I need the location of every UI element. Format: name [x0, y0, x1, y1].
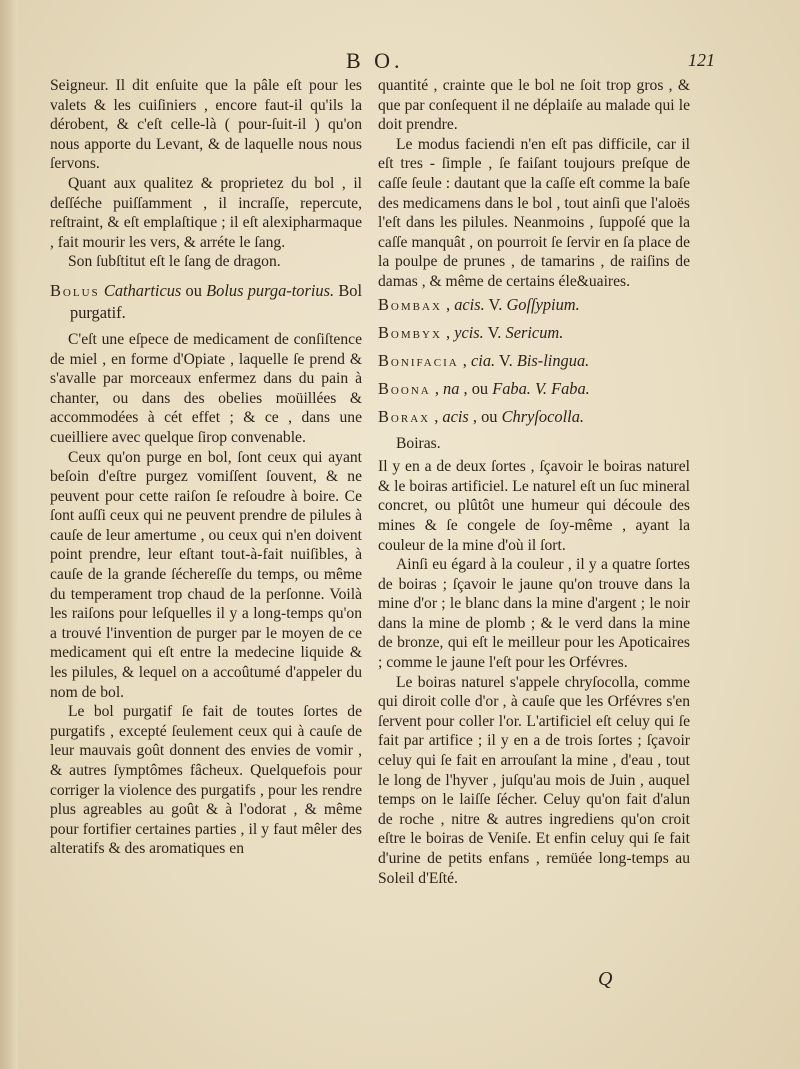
page-number: 121: [688, 50, 715, 70]
dictionary-entry: [378, 294, 690, 316]
dictionary-entry: [378, 350, 690, 372]
paragraph: Son ſubſtitut eſt le ſang de dragon.: [68, 253, 281, 271]
entry-ending: acis: [442, 406, 469, 426]
dictionary-entry: [378, 378, 690, 400]
paragraph: Le boiras naturel s'appele chryſocolla, comme qui diroit colle d'or , à cauſe que les Orfévres s'en ſervent pour coller l'or. L'artificiel eſt celuy qui ſe fait par artifice ; il y en a de trois ſortes ; ſçavoir celuy qui ſe fait en arrouſant la mine , d'eau , tout le long de l'hyver , juſqu'au mois de Juin , auquel temps on le laiſſe ſécher. Celuy qu'on fait d'alun de roche , nitre & autres ingrediens qu'on croit eſtre le boiras de Veniſe. Et enfin celuy qui ſe fait d'urine de petits enfans , remüée long-temps au Soleil d'Eſté.: [378, 673, 690, 887]
entry-headword: Bombax: [378, 294, 442, 314]
entry-headword: Bolus: [50, 280, 100, 300]
entry-ref: , ou: [459, 378, 493, 398]
entry-sep: ,: [441, 294, 455, 314]
dictionary-entry: [378, 322, 690, 344]
page-gutter: [0, 0, 18, 1069]
entry-ref: V.: [495, 350, 517, 370]
entry-latin: Catharticus: [103, 280, 182, 300]
entry-target: Goſſypium.: [506, 294, 580, 314]
entry-gloss: Bol purgatif.: [70, 280, 362, 322]
right-column: [378, 76, 690, 888]
left-column: [50, 76, 362, 859]
paragraph: Ceux qu'on purge en bol, ſont ceux qui ayant beſoin d'eſtre purgez vomiſſent ſouvent, & ne peuvent pour cette raiſon ſe reſoudre à boire. Ce ſont auſſi ceux qui ne peuvent prendre de pilules à cauſe de leur amertume , ou ceux qui n'en doivent point prendre, leur eſtant tout-à-fait nuiſibles, à cauſe de la grande ſéchereſſe du temps, ou même du temperament trop chaud de la perſonne. Voilà les raiſons pour leſquelles il y a long-temps qu'on a trouvé l'invention de purger par le moyen de ce medicament qui eſt entre la medecine liquide & les pilules, & lequel on a accoûtumé d'appeler du nom de bol.: [50, 448, 362, 701]
entry-target: Bis-lingua.: [516, 350, 590, 370]
dictionary-entry-bolus: [50, 280, 362, 324]
entry-target: Sericum.: [505, 322, 564, 342]
entry-ref: , ou: [468, 406, 502, 426]
running-head: B O.: [346, 48, 404, 73]
entry-sep: ,: [430, 378, 444, 398]
paragraph: Le modus faciendi n'en eſt pas difficile, car il eſt tres - ſimple , ſe faiſant toujours preſque de caſſe ſeule : dautant que la caſſe eſt comme la baſe des medicamens dans le bol , tout ainſi que l'aloës l'eſt dans les pilules. Neanmoins , ſuppoſé que la caſſe manquât , on pourroit ſe ſervir en ſa place de la poulpe de prunes , de tamarins , de raiſins de damas , & même de certains éle&uaires.: [378, 135, 690, 290]
entry-ending: ycis.: [454, 322, 484, 342]
entry-headword: Boona: [378, 378, 431, 398]
entry-connector: ou: [181, 280, 207, 300]
paragraph: Ainſi eu égard à la couleur , il y a quatre ſortes de boiras ; ſçavoir le jaune qu'on trouve dans la mine d'or ; le blanc dans la mine d'argent ; le noir dans la mine de plomb ; & le verd dans la mine de bronze, qui eſt le meilleur pour les Apoticaires ; comme le jaune l'eſt pour les Orfévres.: [378, 556, 690, 672]
paragraph: Le bol purgatif ſe fait de toutes ſortes de purgatifs , excepté ſeulement ceux qui à cauſe de leur mauvais goût donnent des envies de vomir , & autres ſymptômes fâcheux. Quelquefois pour corriger la violence des purgatifs , pour les rendre plus agreables au goût & à l'odorat , & même pour fortifier certaines parties , il y faut mêler des alteratifs & des aromatiques en: [50, 703, 362, 858]
entry-ending: cia.: [470, 350, 496, 370]
entry-headword: Borax: [378, 406, 431, 426]
boiras-subheading: Boiras.: [396, 434, 441, 452]
page-header: [0, 48, 800, 74]
entry-sep: ,: [430, 406, 443, 426]
entry-latin-alt: Bolus purga-torius.: [206, 280, 335, 300]
entry-ref: V.: [484, 294, 507, 314]
entry-target: Faba. V. Faba.: [492, 378, 590, 398]
paragraph: quantité , crainte que le bol ne ſoit trop gros , & que par conſequent il ne déplaiſe au malade qui le doit prendre.: [378, 77, 690, 134]
paragraph: C'eſt une eſpece de medicament de conſiſtence de miel , en forme d'Opiate , laquelle ſe prend & s'avalle par morceaux enfermez dans du pain à chanter, ou dans des obelies moüillées & accommodées à cét effet ; & ce , dans une cueilliere avec quelque ſirop convenable.: [50, 330, 362, 446]
entry-target: Chryſocolla.: [501, 406, 584, 426]
catchword: Q: [598, 968, 613, 990]
entry-ending: na: [443, 378, 460, 398]
entry-headword: Bonifacia: [378, 350, 459, 370]
entry-sep: ,: [458, 350, 471, 370]
entry-headword: Bombyx: [378, 322, 442, 342]
paragraph: Seigneur. Il dit enſuite que la pâle eſt pour les valets & les cuiſiniers , encore faut-il qu'ils la dérobent, & c'eſt celle-là ( pour-ſuit-il ) qu'on nous apporte du Levant, & de laquelle nous nous ſervons.: [50, 77, 362, 173]
paragraph: Quant aux qualitez & proprietez du bol , il deſſéche puiſſamment , il incraſſe, repercute, reſtraint, & eſt emplaſtique ; il eſt alexipharmaque , fait mourir les vers, & arréte le ſang.: [50, 174, 362, 251]
dictionary-entry: [378, 406, 690, 428]
entry-ref: V.: [483, 322, 506, 342]
entry-sep: ,: [441, 322, 455, 342]
entry-ending: acis.: [454, 294, 485, 314]
paragraph: Il y en a de deux ſortes , ſçavoir le boiras naturel & le boiras artificiel. Le naturel eſt un ſuc mineral concret, ou plûtôt une humeur qui découle des mines & ſe congele de ſoy-même , ayant la couleur de la mine d'où il ſort.: [378, 458, 690, 554]
